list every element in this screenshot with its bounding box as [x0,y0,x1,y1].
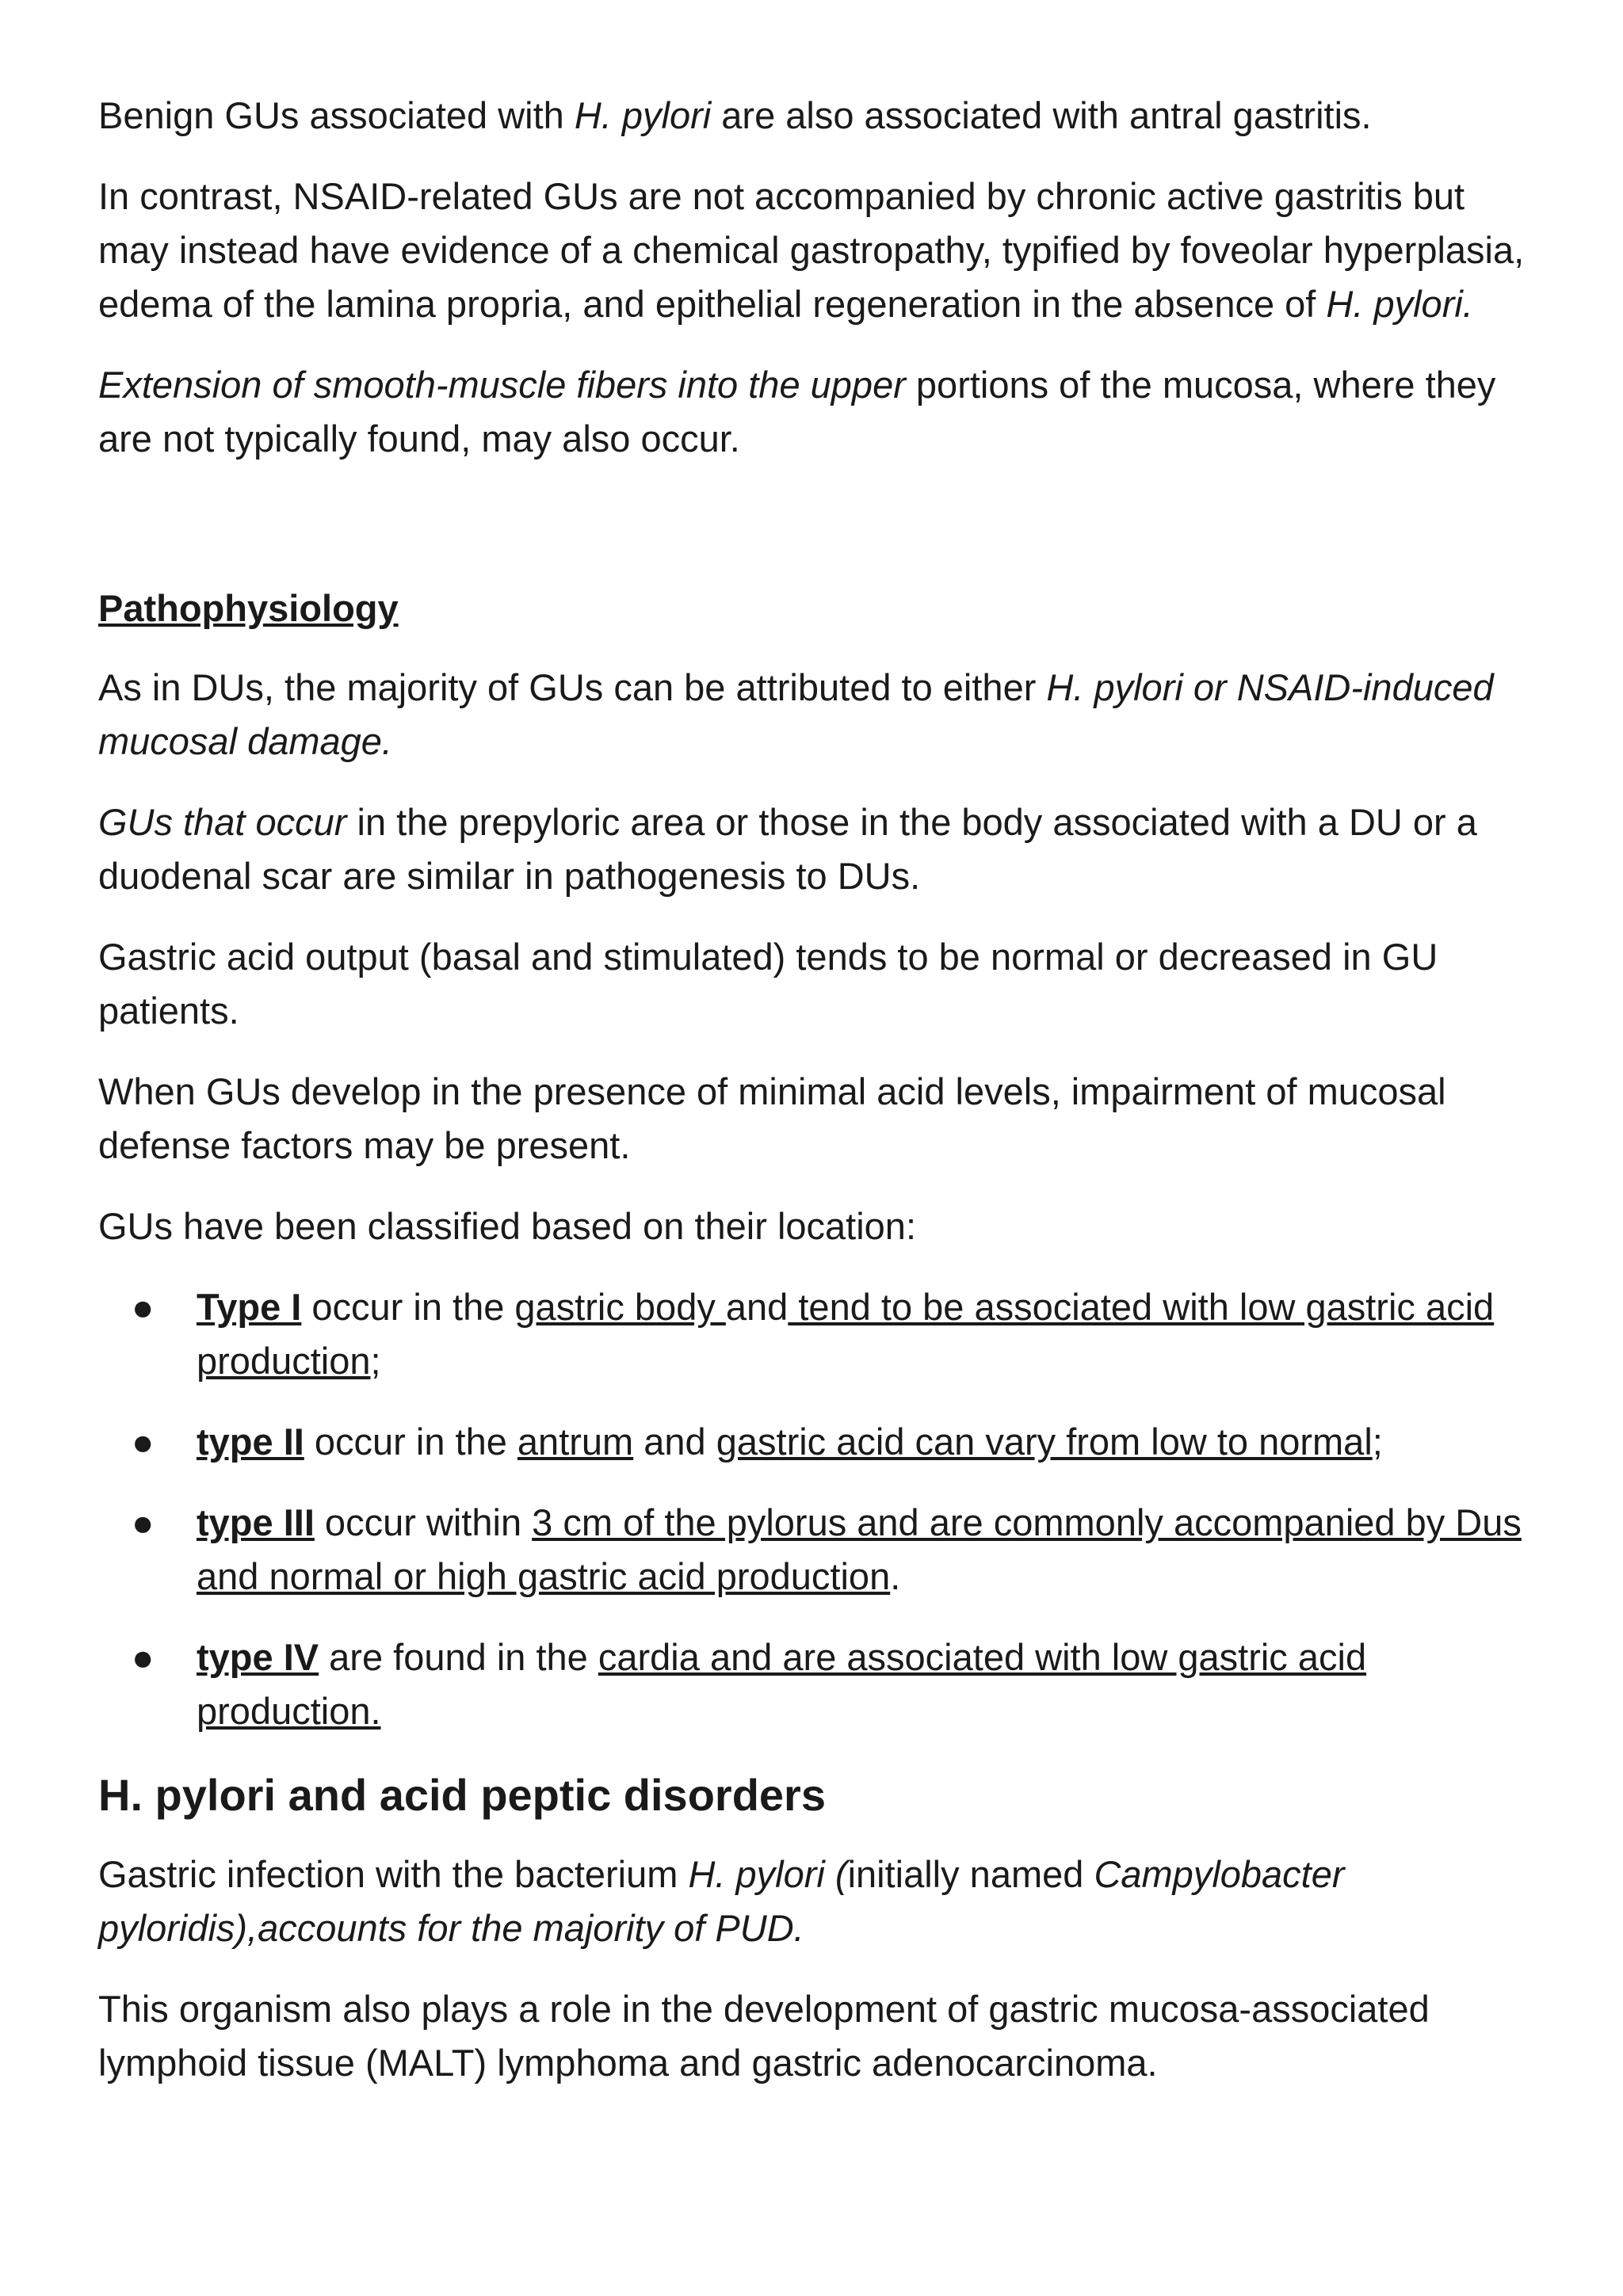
paragraph-mucosal-defense: When GUs develop in the presence of minimal acid levels, impairment of mucosal defense factors may be present. [98,1070,1446,1166]
bullet-icon: ● [132,1636,155,1678]
paragraph-benign-gus: Benign GUs associated with H. pylori are also associated with antral gastritis. [98,94,1372,136]
heading-pathophysiology: Pathophysiology [98,587,399,629]
list-item-type-4: ● type IV are found in the cardia and are associated with low gastric acid production. [98,1630,1536,1738]
section-spacer [98,493,1536,582]
paragraph-classification: GUs have been classified based on their location: [98,1205,917,1247]
paragraph-majority-gus: As in DUs, the majority of GUs can be attributed to either H. pylori or NSAID-induced mucosal damage. [98,666,1494,762]
heading-hpylori: H. pylori and acid peptic disorders [98,1770,826,1820]
paragraph-smooth-muscle: Extension of smooth-muscle fibers into the upper portions of the mucosa, where they are not typically found, may also occur. [98,364,1496,460]
paragraph-nsaid-gus: In contrast, NSAID-related GUs are not accompanied by chronic active gastritis but may instead have evidence of a chemical gastropathy, typified by foveolar hyperplasia, edema of the lamina propria, and epithelial regeneration in the absence of H. pylori. [98,175,1525,325]
bullet-icon: ● [132,1286,155,1328]
paragraph-gastric-infection: Gastric infection with the bacterium H. pylori (initially named Campylobacter pyloridis),accounts for the majority of PUD. [98,1853,1345,1949]
list-item-type-2: ● type II occur in the antrum and gastric acid can vary from low to normal; [98,1415,1536,1469]
paragraph-prepyloric: GUs that occur in the prepyloric area or those in the body associated with a DU or a duodenal scar are similar in pathogenesis to DUs. [98,801,1477,897]
paragraph-malt-lymphoma: This organism also plays a role in the development of gastric mucosa-associated lymphoid tissue (MALT) lymphoma and gastric adenocarcinoma. [98,1988,1430,2084]
bullet-icon: ● [132,1501,155,1543]
bullet-icon: ● [132,1421,155,1463]
list-item-type-1: ● Type I occur in the gastric body and tend to be associated with low gastric acid production; [98,1280,1536,1388]
list-item-type-3: ● type III occur within 3 cm of the pylorus and are commonly accompanied by Dus and normal or high gastric acid production. [98,1496,1536,1604]
paragraph-acid-output: Gastric acid output (basal and stimulated) tends to be normal or decreased in GU patients. [98,936,1438,1032]
gu-type-list [98,1280,1536,1738]
